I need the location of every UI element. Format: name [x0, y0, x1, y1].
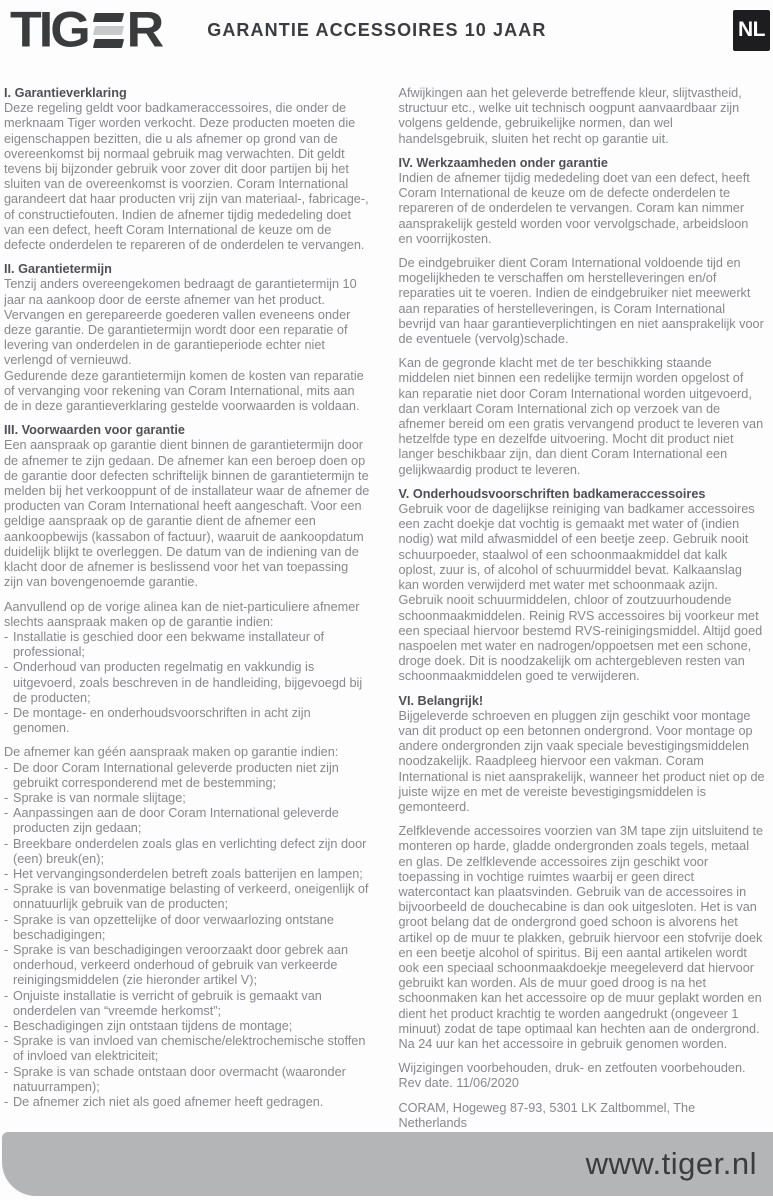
section-heading: III. Voorwaarden voor garantie — [4, 423, 185, 438]
paragraph: Kan de gegronde klacht met de ter beschikking staande middelen niet binnen een redelijke termijn worden opgelost of kan reparatie niet door Coram International worden uitgevoerd, dan verklaart Coram International zich op verzoek van de afnemer bereid om een gratis vervangend product te leveren van hetzelfde type en dezelfde uitvoering. Mocht dit product niet langer beschikbaar zijn, dan dient Coram International een gelijkwaardig product te leveren. — [398, 356, 764, 477]
paragraph: Deze regeling geldt voor badkameraccessoires, die onder de merknaam Tiger worden verkocht. Deze producten moeten die eigenschappen bezitten, die u als afnemer op grond van de overeenkomst bij normaal gebruik mag verwachten. Dit geldt tevens bij bijzonder gebruik voor zover dit door partijen bij het sluiten van de overeenkomst is voorzien. Coram International garandeert dat haar producten vrij zijn van materiaal-, fabricage-, of constructiefouten. Indien de afnemer tijdig mededeling doet van een defect, heeft Coram International de keuze om de defecte onderdelen te repareren of de onderdelen te vervangen. — [4, 101, 369, 253]
bullet-item: - Sprake is van normale slijtage; — [4, 791, 371, 806]
bullet-item: - Beschadigingen zijn ontstaan tijdens de montage; — [4, 1019, 371, 1034]
paragraph: De afnemer kan géén aanspraak maken op garantie indien: — [4, 745, 339, 760]
paragraph: Gebruik voor de dagelijkse reiniging van badkamer accessoires een zacht doekje dat vochtig is gemaakt met water of (indien nodig) wat mild afwasmiddel of een beetje zeep. Gebruik nooit schuurpoeder, staalwol of een schoonmaakmiddel dat kalk oplost, zuur is, of alcohol of schuurmiddel bevat. Kalkaanslag kan worden verwijderd met water met schoonmaak azijn. Gebruik nooit schuurmiddelen, chloor of zoutzuurhoudende schoonmaakmiddelen. Reinig RVS accessoires bij voorkeur met een speciaal hiervoor bestemd RVS-reinigingsmiddel. Altijd goed naspoelen met water en nadrogen/oppoetsen met een schone, droge doek. Dit is noodzakelijk om achtergebleven resten van schoonmaakmiddelen goed te verwijderen. — [398, 502, 763, 684]
paragraph: Wijzigingen voorbehouden, druk- en zetfouten voorbehouden. — [398, 1061, 746, 1076]
paragraph: Indien de afnemer tijdig mededeling doet van een defect, heeft Coram International de keuze om de defecte onderdelen te repareren of de onderdelen te vervangen. Coram kan nimmer aansprakelijk gesteld worden voor vervolgschade, arbeidsloon en voorrijkosten. — [398, 171, 750, 246]
bullet-item: - Sprake is van schade ontstaan door overmacht (waaronder natuurrampen); — [4, 1065, 371, 1095]
logo-letters-tig: TIG — [10, 2, 88, 58]
page-title: GARANTIE ACCESSOIRES 10 JAAR — [207, 19, 547, 40]
paragraph: De eindgebruiker dient Coram International voldoende tijd en mogelijkheden te verschaffen om herstelleveringen en/of reparaties uit te voeren. Indien de eindgebruiker niet meewerkt aan reparaties of herstelleveringen, is Coram International bevrijd van haar garantieverplichtingen en niet aansprakelijk voor de eventuele (vervolg)schade. — [398, 256, 764, 347]
bullet-item: - De montage- en onderhoudsvoorschriften in acht zijn genomen. — [4, 706, 371, 736]
bullet-item: - Sprake is van bovenmatige belasting of verkeerd, oneigenlijk of onnatuurlijk gebruik van de producten; — [4, 882, 371, 912]
paragraph: Rev date. 11/06/2020 — [398, 1076, 519, 1091]
bullet-list — [4, 761, 371, 1111]
language-badge: NL — [733, 10, 770, 51]
paragraph-gap — [399, 1092, 766, 1101]
bullet-item: - Onjuiste installatie is verricht of gebruik is gemaakt van onderdelen van “vreemde herkomst”; — [4, 989, 371, 1019]
bullet-item: - Het vervangingsonderdelen betreft zoals batterijen en lampen; — [4, 867, 371, 882]
document-header — [10, 2, 770, 58]
footer-bar — [2, 1132, 773, 1196]
paragraph: Aanvullend op de vorige alinea kan de niet-particuliere afnemer slechts aanspraak maken op de garantie indien: — [4, 599, 360, 629]
paragraph: CORAM, Hogeweg 87-93, 5301 LK Zaltbommel, The Netherlands — [398, 1100, 696, 1130]
section-heading: VI. Belangrijk! — [398, 693, 484, 708]
logo-e-bars-icon — [94, 13, 123, 48]
paragraph-gap — [399, 685, 766, 694]
paragraph: Een aanspraak op garantie dient binnen de garantietermijn door de afnemer te zijn gedaan. De afnemer kan een beroep doen op de garantie door defecten schriftelijk binnen de garantietermijn te melden bij het verkooppunt of de installateur waar de afnemer de producten van Coram International heeft aangeschaft. Voor een geldige aanspraak op de garantie dient de afnemer een aankoopbewijs (kassabon of factuur), waaruit de aankoopdatum duidelijk blijkt te overleggen. De datum van de indiening van de klacht door de afnemer is beslissend voor het van toepassing zijn van bovengenoemde garantie. — [4, 438, 370, 590]
paragraph: Vervangen en gerepareerde goederen vallen eveneens onder deze garantie. De garantietermijn wordt door een reparatie of levering van onderdelen in de garantieperiode echter niet verlengd of vernieuwd. — [4, 307, 351, 368]
bullet-item: - Sprake is van opzettelijke of door verwaarlozing ontstane beschadigingen; — [4, 913, 371, 943]
bullet-item: - De afnemer zich niet als goed afnemer heeft gedragen. — [4, 1095, 371, 1110]
paragraph-gap — [399, 347, 766, 356]
logo-bar-top — [93, 13, 124, 22]
paragraph: Gedurende deze garantietermijn komen de kosten van reparatie of vervanging voor rekening van Coram International, mits aan de in deze garantieverklaring gestelde voorwaarden is voldaan. — [4, 368, 364, 414]
section-heading: V. Onderhoudsvoorschriften badkameraccessoires — [398, 486, 706, 501]
bullet-item: - Onderhoud van producten regelmatig en vakkundig is uitgevoerd, zoals beschreven in de handleiding, bijgevoegd bij de producten; — [4, 660, 371, 706]
paragraph: Zelfklevende accessoires voorzien van 3M tape zijn uitsluitend te monteren op harde, gladde ondergronden zoals tegels, metaal en glas. De zelfklevende accessoires zijn geschikt voor toepassing in vochtige ruimtes waarbij er geen direct watercontact kan plaatsvinden. Gebruik van de accessoires in bijvoorbeeld de douchecabine is dan ook uitgesloten. Het is van groot belang dat de ondergrond goed schoon is alvorens het artikel op de muur te plakken, gebruik hiervoor een stofvrije doek en een beetje alcohol of spiritus. Bij een aantal artikelen wordt ook een speciaal schoonmaakdoekje meegeleverd dat hiervoor gebruikt kan worden. Als de muur goed droog is na het schoonmaken kan het accessoire op de muur geplakt worden en dient het product krachtig te worden aangedrukt (ongeveer 1 minuut) zodat de tape optimaal kan hechten aan de ondergrond. Na 24 uur kan het accessoire in gebruik genomen worden. — [398, 824, 764, 1051]
section-heading: I. Garantieverklaring — [4, 86, 127, 100]
tiger-logo — [10, 2, 162, 58]
bullet-list — [4, 630, 371, 736]
logo-bar-middle — [93, 26, 124, 35]
paragraph: Tenzij anders overeengekomen bedraagt de garantietermijn 10 jaar na aankoop door de eerste afnemer van het product. — [4, 277, 357, 307]
bullet-item: - Sprake is van beschadigingen veroorzaakt door gebrek aan onderhoud, verkeerd onderhoud of gebruik van verkeerde reinigingsmiddelen (zie hieronder artikel V); — [4, 943, 371, 989]
bullet-item: - De door Coram International geleverde producten niet zijn gebruikt corresponderend met de bestemming; — [4, 761, 371, 791]
paragraph-gap — [4, 736, 371, 745]
bullet-item: - Installatie is geschied door een bekwame installateur of professional; — [4, 630, 371, 660]
paragraph-gap — [4, 591, 371, 600]
paragraph-gap — [399, 147, 766, 156]
paragraph: Afwijkingen aan het geleverde betreffende kleur, slijtvastheid, structuur etc., welke uit technisch oogpunt aanvaardbaar zijn volgens geldende, gebruikelijke normen, dan wel handelsgebruik, sluiten het recht op garantie uit. — [398, 86, 742, 146]
logo-bar-bottom — [93, 39, 124, 48]
paragraph-gap — [4, 253, 371, 262]
bullet-item: - Aanpassingen aan de door Coram International geleverde producten zijn gedaan; — [4, 806, 371, 836]
paragraph-gap — [399, 1052, 766, 1061]
paragraph-gap — [4, 414, 371, 423]
paragraph-gap — [399, 815, 766, 824]
bullet-item: - Sprake is van invloed van chemische/elektrochemische stoffen of invloed van elektriciteit; — [4, 1034, 371, 1064]
section-heading: IV. Werkzaamheden onder garantie — [398, 155, 608, 170]
warranty-column-left — [4, 86, 371, 1130]
logo-letter-r: R — [126, 2, 162, 58]
section-heading: II. Garantietermijn — [4, 262, 112, 277]
warranty-text-content — [4, 86, 765, 1130]
footer-website-url: www.tiger.nl — [585, 1146, 757, 1181]
paragraph-gap — [399, 478, 766, 487]
bullet-item: - Breekbare onderdelen zoals glas en verlichting defect zijn door (een) breuk(en); — [4, 837, 371, 867]
warranty-column-right — [399, 86, 766, 1130]
paragraph: Bijgeleverde schroeven en pluggen zijn geschikt voor montage van dit product op een betonnen ondergrond. Voor montage op andere ondergronden zijn vaak speciale bevestigingsmiddelen noodzakelijk. Raadpleeg hiervoor een vakman. Coram International is niet aansprakelijk, wanneer het product niet op de juiste wijze en met de vereiste bevestigingsmiddelen is gemonteerd. — [398, 708, 765, 814]
paragraph-gap — [399, 247, 766, 256]
